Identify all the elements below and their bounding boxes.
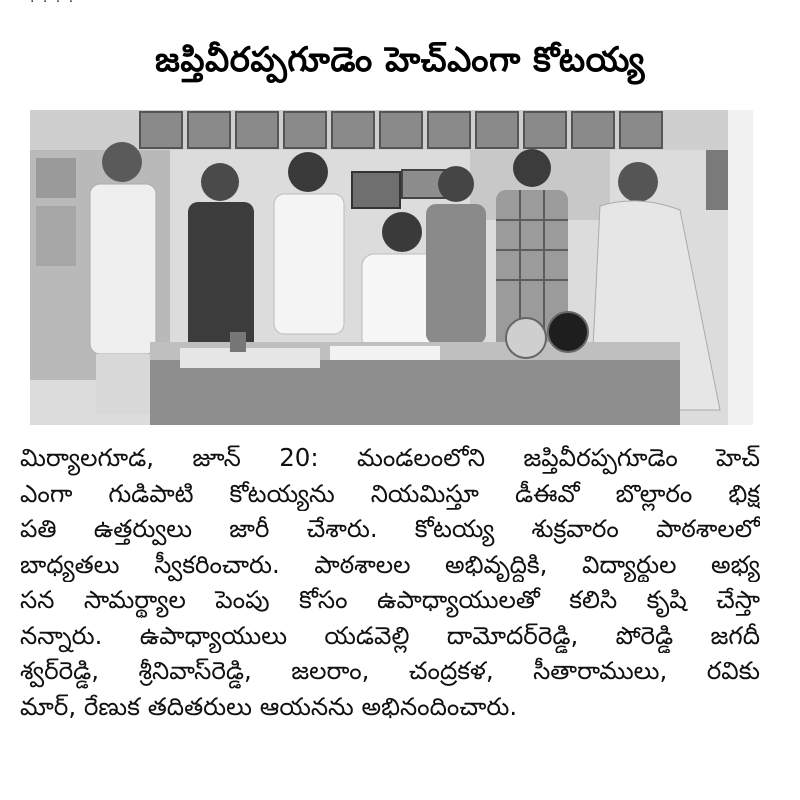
article-line: శ్వర్‌రెడ్డి, శ్రీనివాస్‌రెడ్డి, జలరాం, చంద్రకళ, సీతారాములు, రవికు: [20, 656, 760, 685]
desk-body: [150, 360, 680, 425]
fragment-text: · · · ·: [30, 0, 76, 10]
previous-article-fragment: [30, 0, 290, 12]
article-line: పతి ఉత్తర్వులు జారీ చేశారు. కోటయ్య శుక్రవారం పాఠశాలలో: [20, 514, 760, 543]
article-line: మార్, రేణుక తదితరులు ఆయనను అభినందించారు.: [20, 691, 518, 721]
article-line: సన సామర్థ్యాల పెంపు కోసం ఉపాధ్యాయులతో కలిసి కృషి చేస్తా: [20, 585, 760, 614]
article-line: నన్నారు. ఉపాధ్యాయులు యడవెల్లి దామోదర్‌రెడ్డి, పోరెడ్డి జగదీ: [20, 620, 760, 650]
article-line: మిర్యాలగూడ, జూన్ 20: మండలంలోని జప్తివీరప్పగూడెం హెచ్: [20, 443, 760, 472]
article-body: [20, 440, 760, 724]
wall-portraits: [140, 112, 662, 148]
article-line: బాధ్యతలు స్వీకరించారు. పాఠశాలల అభివృద్ధికి, విద్యార్థుల అభ్య: [20, 549, 760, 579]
article-line: ఎంగా గుడిపాటి కోటయ్యను నియమిస్తూ డీఈవో బొల్లారం భిక్ష: [20, 478, 760, 508]
article-headline: జప్తివీరప్పగూడెం హెచ్‌ఎంగా కోటయ్య: [155, 40, 645, 80]
news-photo: [30, 110, 753, 425]
photo-illustration: [30, 110, 753, 425]
